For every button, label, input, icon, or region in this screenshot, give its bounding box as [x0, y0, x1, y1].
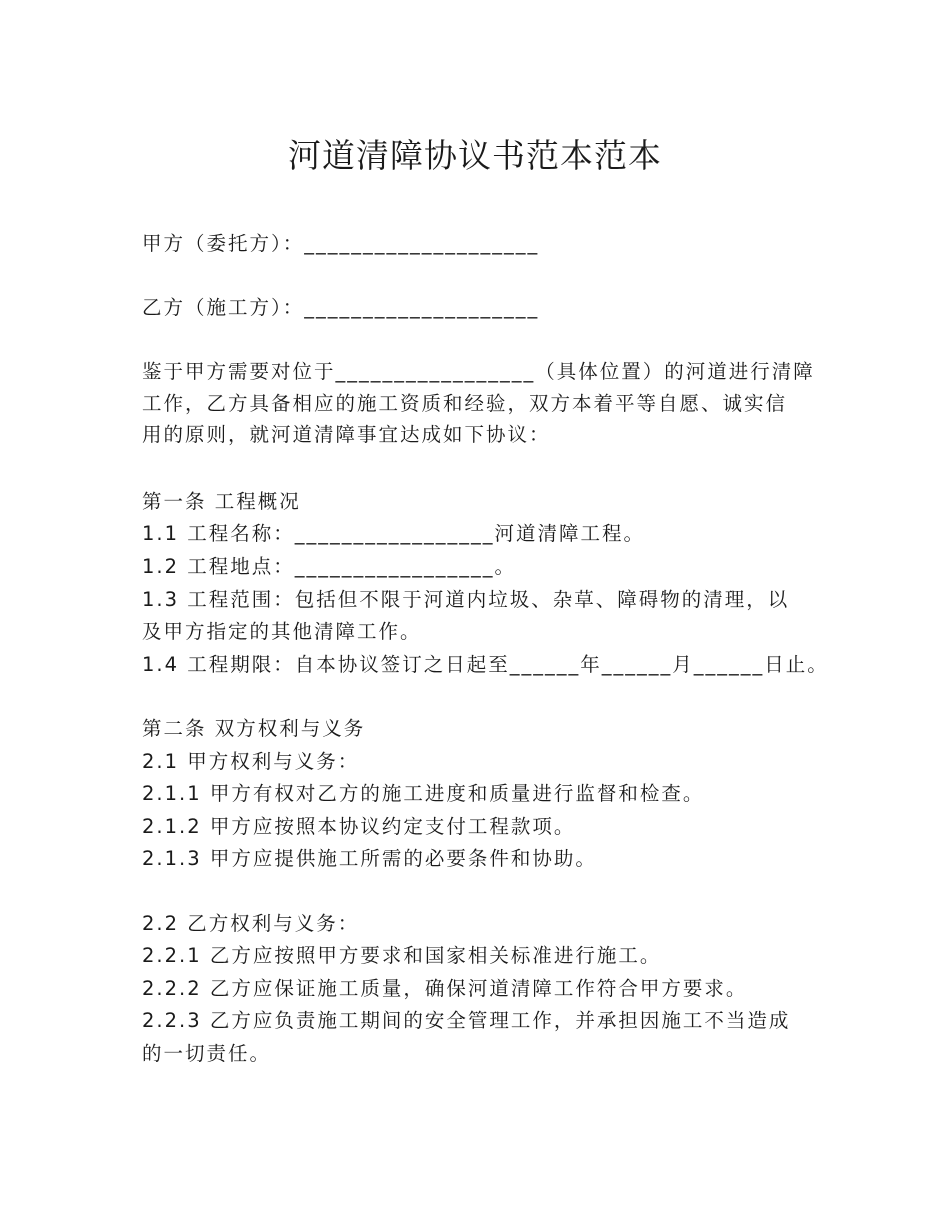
party-b-line: 乙方（施工方）：____________________: [142, 296, 540, 319]
document-title: 河道清障协议书范本范本: [288, 136, 662, 175]
preamble-line-3: 用的原则，就河道清障事宜达成如下协议：: [142, 423, 551, 446]
article-2-b-line-4: 2.2.3 乙方应负责施工期间的安全管理工作，并承担因施工不当造成: [142, 1009, 791, 1032]
article-2-b-line-5: 的一切责任。: [142, 1042, 272, 1065]
article-2-a-line-2: 2.1.1 甲方有权对乙方的施工进度和质量进行监督和检查。: [142, 782, 705, 805]
article-2-heading: 第二条 双方权利与义务: [142, 717, 366, 740]
article-1-heading: 第一条 工程概况: [142, 490, 301, 513]
article-2-b-line-2: 2.2.1 乙方应按照甲方要求和国家相关标准进行施工。: [142, 944, 662, 967]
article-1-line-2: 1.2 工程地点：_________________。: [142, 555, 516, 578]
article-1-line-3: 1.3 工程范围：包括但不限于河道内垃圾、杂草、障碍物的清理，以: [142, 588, 790, 611]
article-1-line-5: 1.4 工程期限：自本协议签订之日起至______年______月______日止。: [142, 653, 829, 676]
preamble-line-1: 鉴于甲方需要对位于_________________（具体位置）的河道进行清障: [142, 360, 815, 383]
article-2-a-line-4: 2.1.3 甲方应提供施工所需的必要条件和协助。: [142, 847, 597, 870]
article-1-line-1: 1.1 工程名称：_________________河道清障工程。: [142, 522, 645, 545]
article-2-a-line-3: 2.1.2 甲方应按照本协议约定支付工程款项。: [142, 815, 576, 838]
article-2-b-line-1: 2.2 乙方权利与义务：: [142, 912, 360, 935]
article-2-b-line-3: 2.2.2 乙方应保证施工质量，确保河道清障工作符合甲方要求。: [142, 977, 748, 1000]
party-a-line: 甲方（委托方）：____________________: [142, 232, 540, 255]
article-2-a-line-1: 2.1 甲方权利与义务：: [142, 750, 360, 773]
article-1-line-4: 及甲方指定的其他清障工作。: [142, 620, 422, 643]
preamble-line-2: 工作，乙方具备相应的施工资质和经验，双方本着平等自愿、诚实信: [142, 392, 788, 415]
